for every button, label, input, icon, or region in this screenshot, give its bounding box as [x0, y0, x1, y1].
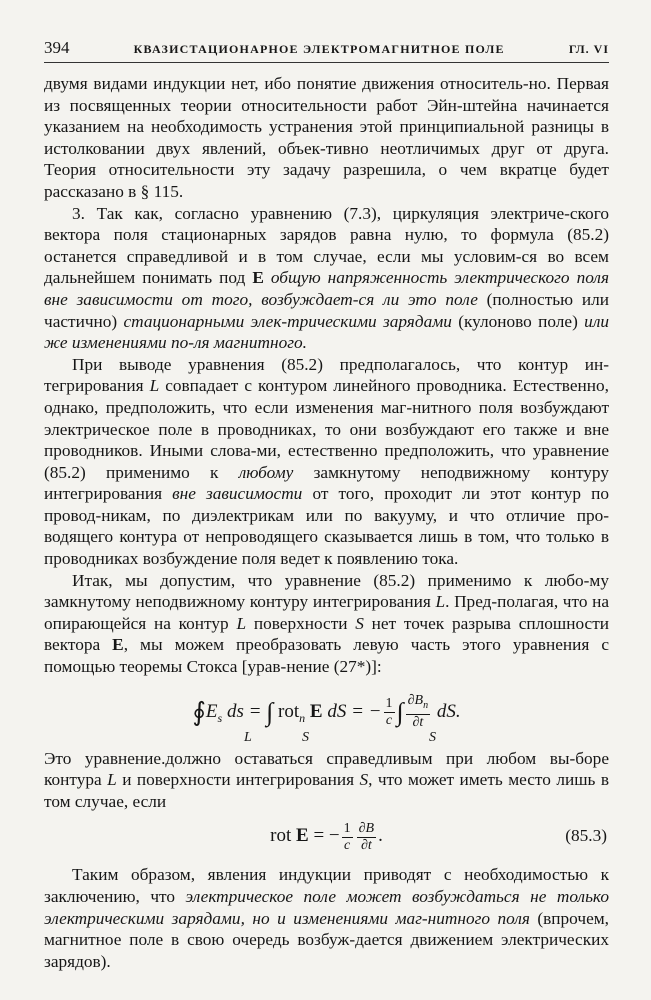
p5-text-a: Это уравнение.должно оставаться справедливым при любом вы-боре контура: [44, 748, 609, 790]
p5-text-c: , что может иметь место лишь в том случае, если: [44, 770, 609, 811]
p2-text-d: (кулоново поле): [451, 311, 585, 331]
eq2-vector-E: E: [296, 825, 309, 847]
eq2-dot: .: [378, 825, 383, 847]
paragraph-5: [44, 748, 609, 813]
integral-sign: ∫: [266, 697, 274, 727]
paragraph-3: [44, 354, 609, 570]
equation-85-3: [44, 816, 609, 856]
eq1-numerator: [406, 693, 430, 715]
running-title: КВАЗИСТАЦИОНАРНОЕ ЭЛЕКТРОМАГНИТНОЕ ПОЛЕ: [133, 42, 505, 56]
eq1-dB-sub: n: [423, 700, 429, 712]
paragraph-6: [44, 864, 609, 972]
symbol-L: L: [435, 592, 446, 612]
p5-text-b: и поверхности интегрирования: [116, 770, 360, 790]
eq1-frac-dB-dt: [406, 693, 430, 731]
eq1-sub-s: s: [217, 710, 223, 725]
p2-italic-3: или же изменениями по-ля магнитного.: [44, 311, 609, 353]
eq1-dB: ∂B: [407, 693, 424, 709]
eq1-rot: rot: [278, 700, 300, 722]
eq2-rot: rot: [270, 825, 296, 847]
eq1-limit-L: L: [244, 729, 252, 745]
p4-text-a: Итак, мы допустим, что уравнение (85.2) применимо к любо-му замкнутому неподвижному контуру интегрирования: [44, 570, 609, 612]
eq1-dS: dS = −: [322, 700, 382, 722]
symbol-S: S: [355, 613, 364, 633]
p2-text-a: 3. Так как, согласно уравнению (7.3), циркуляция электриче-ского вектора поля стационарных зарядов равна нулю, то формула (85.2) останется справедливой и в том случае, если мы условим-ся во всем дальнейшем понимать под: [44, 203, 609, 288]
page-number: 394: [44, 38, 70, 57]
eq2-c: c: [344, 837, 351, 853]
p6-text-a: Таким образом, явления индукции приводят с необходимостью к заключению, что: [44, 865, 609, 906]
eq1-c: c: [385, 712, 393, 728]
page-header: [44, 38, 609, 63]
vector-E: E: [112, 635, 124, 655]
integral-sign-2: ∫: [396, 697, 404, 727]
p3-text-d: от того, проходит ли этот контур по провод-никам, по диэлектрикам или по вакууму, и что отличие про-водящего контура от непроводящего сказывается лишь в том, что только в проводниках возбуждение поля ведет к появлению тока.: [44, 484, 609, 569]
contour-integral-sign: ∮: [192, 697, 206, 727]
p3-italic-1: любому: [238, 462, 294, 482]
p6-italic-1: электрическое поле может возбуждаться не только электрическими зарядами, но и изменениями маг-нитного поля: [44, 887, 610, 928]
p3-text-c: замкнутому неподвижному контуру интегрирования: [44, 462, 609, 504]
p2-italic-2: стационарными элек-трическими зарядами: [123, 311, 452, 331]
chapter-label: ГЛ. VI: [568, 42, 609, 56]
p4-text-e: , мы можем преобразовать левую часть этого уравнения с помощью теоремы Стокса [урав-нение (27*)]:: [44, 635, 609, 677]
symbol-L: L: [236, 613, 247, 633]
paragraph-1: двумя видами индукции нет, ибо понятие движения относитель-но. Первая из посвященных теории относительности работ Эйн-штейна начинается указанием на необходимость устранения этой принципиальной разницы в истолковании двух явлений, объек-тивно неотличимых друг от друга. Теория относительности эту задачу разрешила, о чем вкратце будет рассказано в § 115.: [44, 74, 609, 201]
eq2-frac-dB-dt: [357, 821, 376, 854]
eq2-dt: ∂t: [360, 837, 372, 853]
vector-E: E: [252, 268, 264, 288]
equation-stokes: [44, 690, 609, 744]
eq2-equals: = −: [308, 825, 340, 847]
equation-stokes-body: [44, 690, 609, 740]
eq2-one: 1: [343, 820, 351, 836]
eq1-one: 1: [385, 695, 393, 711]
eq1-vector-E: E: [309, 700, 323, 722]
eq1-ds: ds =: [222, 700, 267, 722]
p2-text-b: [264, 268, 271, 287]
p4-text-c: поверхности: [246, 613, 356, 633]
paragraph-4: [44, 570, 609, 678]
eq2-dB: ∂B: [358, 820, 375, 836]
eq1-limit-S2: S: [429, 729, 436, 745]
eq1-limit-S: S: [302, 729, 309, 745]
equation-85-3-body: [44, 816, 609, 856]
symbol-L: L: [107, 770, 117, 790]
equation-number: (85.3): [565, 826, 607, 846]
symbol-L: L: [149, 376, 160, 396]
p3-text-b: совпадает с контуром линейного проводника. Естественно, однако, предположить, что если изменения маг-нитного поля возбуждают электрическое поле в проводниках, то они возбуждают его также и вне проводников. Иными слова-ми, естественно предположить, что уравнение (85.2) применимо к: [44, 376, 609, 482]
p4-text-d: нет точек разрыва сплошности вектора: [44, 613, 609, 655]
symbol-S: S: [359, 770, 369, 790]
eq1-E: E: [205, 700, 218, 722]
paragraph-2: [44, 203, 609, 354]
eq1-sub-n: n: [299, 710, 306, 725]
p2-text-c: (полностью или частично): [44, 289, 609, 331]
eq2-frac-1-c: [342, 821, 353, 854]
eq1-dt: ∂t: [412, 715, 424, 731]
p2-italic-1: общую напряженность электрического поля вне зависимости от того, возбуждает-ся ли это поле: [44, 268, 609, 309]
eq1-dS2: dS.: [432, 700, 461, 722]
p4-text-b: . Пред-полагая, что на опирающейся на контур: [44, 592, 610, 633]
p3-italic-2: вне зависимости: [172, 484, 303, 504]
p6-text-b: (впрочем, магнитное поле в свою очередь возбуж-дается движением электрических зарядов).: [44, 908, 609, 971]
eq1-frac-1-c: [384, 696, 395, 729]
p3-text-a: При выводе уравнения (85.2) предполагалось, что контур ин-тегрирования: [44, 354, 609, 396]
